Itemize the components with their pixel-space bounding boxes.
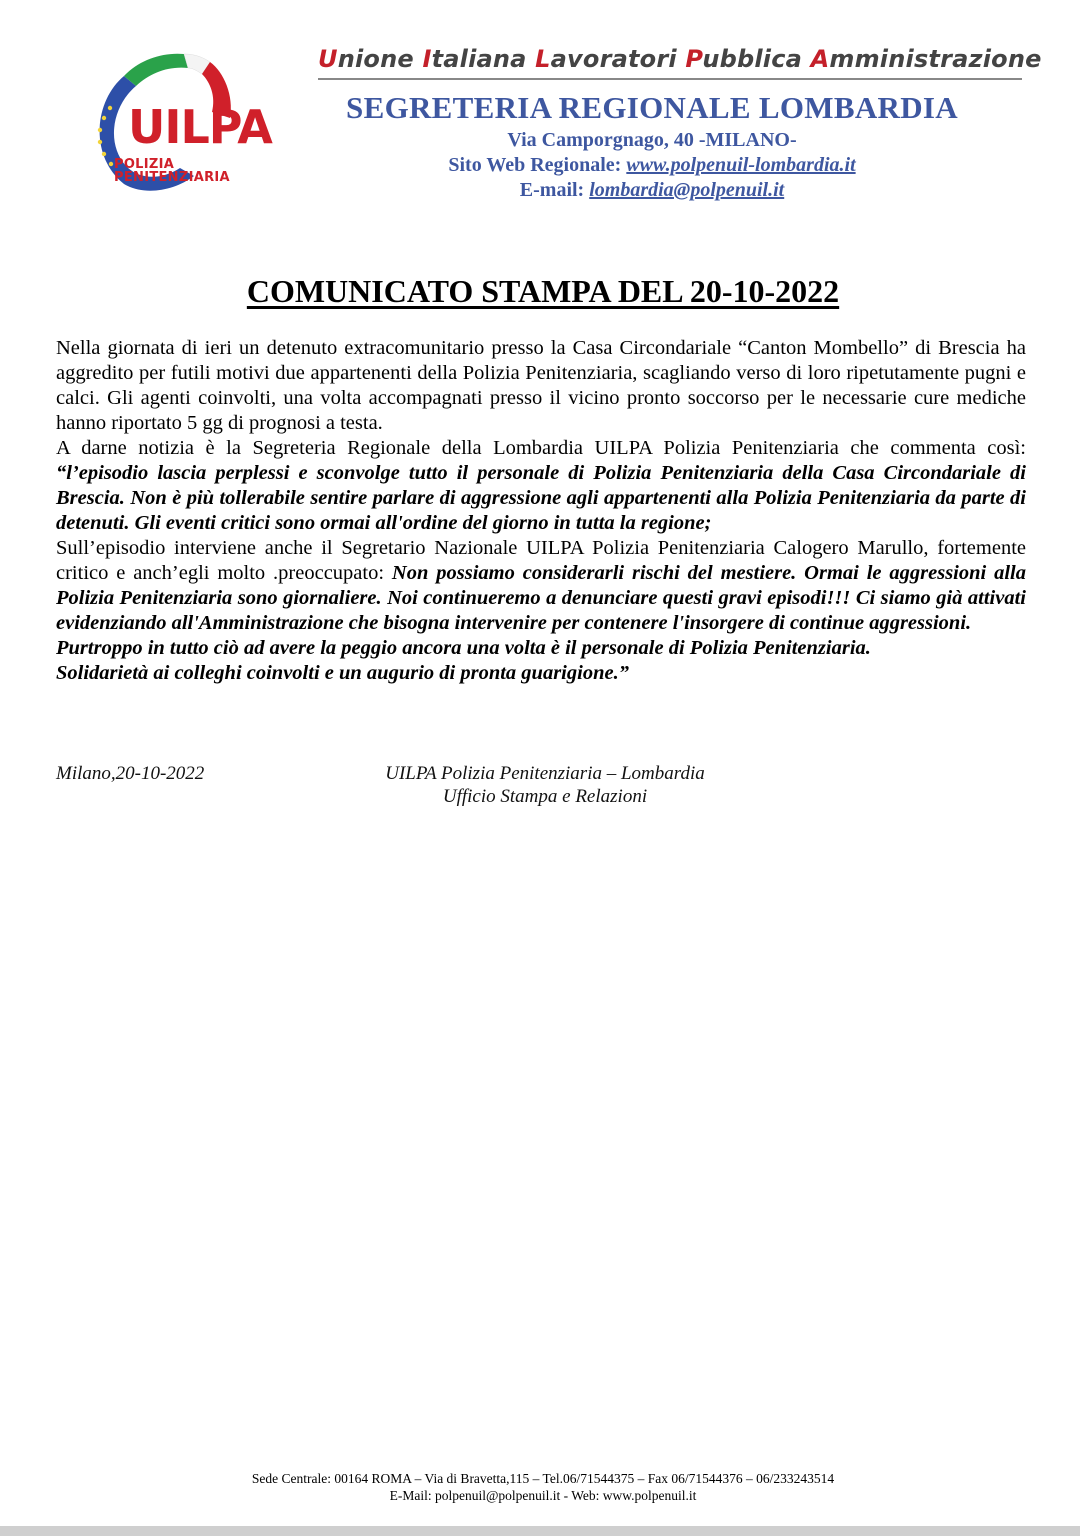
paragraph-3-lead: Sull’episodio interviene anche il Segretario Nazionale UILPA Polizia Penitenziaria Calogero Marullo, fortemente critico e anch’egli molto .preoccupato: xyxy=(56,537,1026,584)
signature-block xyxy=(370,762,720,808)
segreteria-title: SEGRETERIA REGIONALE LOMBARDIA xyxy=(346,90,958,125)
logo-wordmark: UILPA xyxy=(128,100,272,154)
signature-org: UILPA Polizia Penitenziaria – Lombardia xyxy=(385,763,705,784)
paragraph-3-quote: Non possiamo considerarli rischi del mestiere. Ormai le aggressioni alla Polizia Penitenziaria sono giornaliere. Noi continueremo a denunciare questi gravi episodi!!! Ci siamo già attivati evidenziando all'Amministrazione che bisogna intervenire per contenere l'insorgere di continue aggressioni. xyxy=(56,562,1026,634)
paragraph-5: Solidarietà ai colleghi coinvolti e un augurio di pronta guarigione.” xyxy=(56,662,629,684)
org-word-3: Lavoratori xyxy=(535,45,686,73)
website-line xyxy=(320,153,984,177)
email-label: E-mail: xyxy=(519,179,590,201)
footer-contacts: E-Mail: polpenuil@polpenuil.it - Web: www.polpenuil.it xyxy=(389,1488,697,1503)
footer-address: Sede Centrale: 00164 ROMA – Via di Bravetta,115 – Tel.06/71544375 – Fax 06/71544376 – 06/233243514 xyxy=(251,1471,835,1486)
website-link[interactable]: www.polpenuil-lombardia.it xyxy=(626,154,856,176)
org-word-5: Amministrazione xyxy=(810,45,1042,73)
paragraph-1: Nella giornata di ieri un detenuto extracomunitario presso la Casa Circondariale “Canton Mombello” di Brescia ha aggredito per futili motivi due appartenenti della Polizia Penitenziaria, scagliando verso di loro ripetutamente pugni e calci. Gli agenti coinvolti, una volta accompagnati presso il vicino pronto soccorso per le necessarie cure mediche hanno riportato 5 gg di prognosi a testa. xyxy=(56,337,1026,434)
organization-name xyxy=(318,44,1042,74)
org-word-4: Pubblica xyxy=(685,45,811,73)
signature-office: Ufficio Stampa e Relazioni xyxy=(442,786,648,807)
paragraph-2-lead: A darne notizia è la Segreteria Regionale della Lombardia UILPA Polizia Penitenziaria che commenta così: xyxy=(56,437,1026,459)
header-divider xyxy=(318,78,1022,80)
org-word-1: Unione xyxy=(318,45,423,73)
email-line xyxy=(320,178,984,202)
press-release-title: COMUNICATO STAMPA DEL 20-10-2022 xyxy=(246,273,840,309)
signature-date: Milano,20-10-2022 xyxy=(56,763,205,784)
paragraph-2-quote: “l’episodio lascia perplessi e sconvolge tutto il personale di Polizia Penitenziaria della Casa Circondariale di Brescia. Non è più tollerabile sentire parlare di aggressione agli appartenenti alla Polizia Penitenziaria da parte di detenuti. Gli eventi critici sono ormai all'ordine del giorno in tutta la regione; xyxy=(56,462,1026,534)
uilpa-logo xyxy=(84,46,290,192)
org-word-2: Italiana xyxy=(422,45,536,73)
logo-subtitle: POLIZIA PENITENZIARIA xyxy=(114,157,230,185)
paragraph-2 xyxy=(56,436,1026,536)
paragraph-4: Purtroppo in tutto ciò ad avere la peggio ancora una volta è il personale di Polizia Penitenziaria. xyxy=(56,637,871,659)
address-line: Via Camporgnago, 40 -MILANO- xyxy=(507,129,797,151)
page-bottom-edge xyxy=(0,1526,1080,1536)
paragraph-3 xyxy=(56,536,1026,636)
email-link[interactable]: lombardia@polpenuil.it xyxy=(589,179,785,201)
page-footer xyxy=(180,1470,906,1504)
press-release-body xyxy=(56,336,1026,686)
website-label: Sito Web Regionale: xyxy=(448,154,627,176)
